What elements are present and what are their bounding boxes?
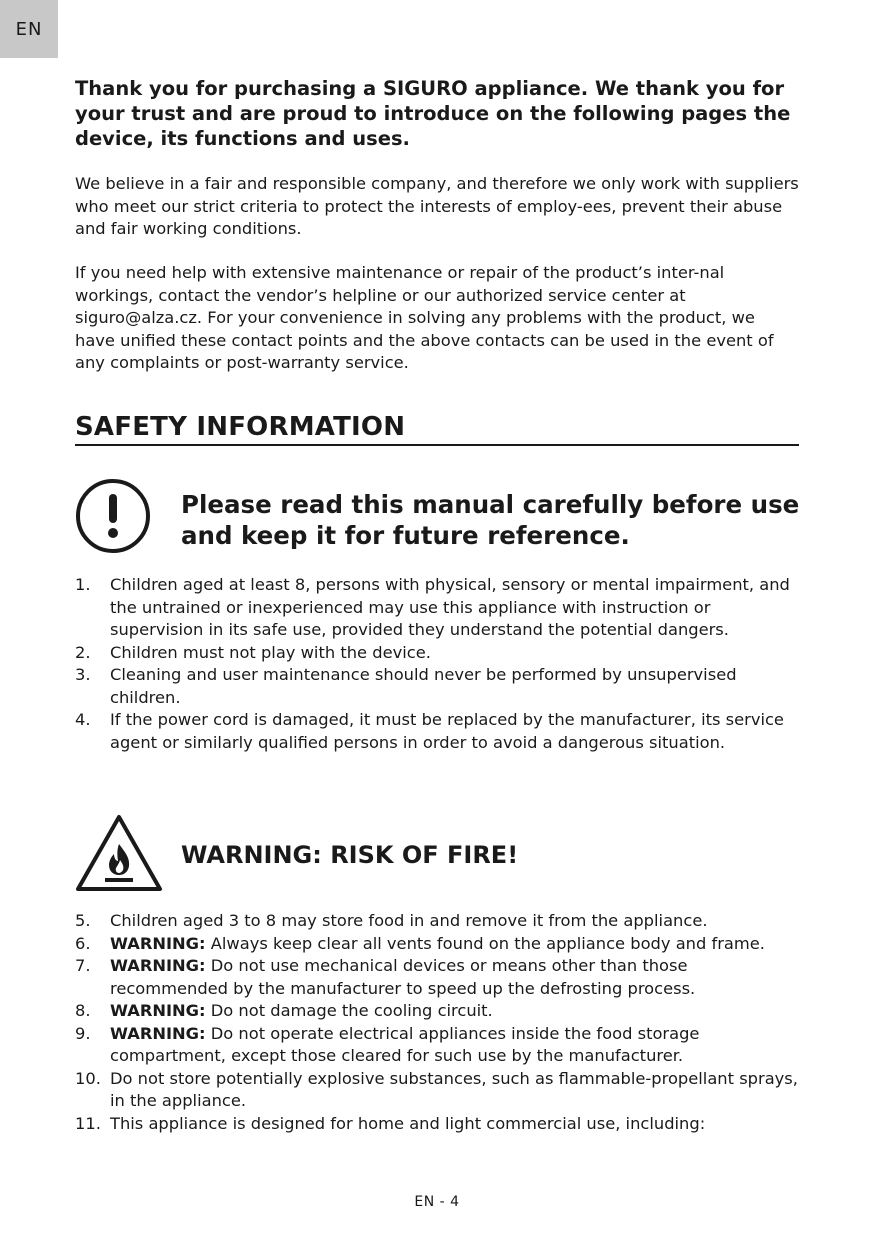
list-item (75, 1023, 799, 1068)
list-item-text: Do not use mechanical devices or means other than those recommended by the manufacturer to speed up the defrosting process. (110, 956, 696, 998)
intro-heading: Thank you for purchasing a SIGURO appliance. We thank you for your trust and are proud to introduce on the following pages the device, its functions and uses. (75, 77, 791, 150)
page-number: EN - 4 (414, 1194, 460, 1210)
list-item-text: Children must not play with the device. (110, 642, 431, 662)
list-item (75, 709, 799, 754)
list-item-number: 3. (75, 665, 91, 684)
safety-list-a (75, 574, 799, 754)
list-item-number: 5. (75, 911, 91, 930)
list-item-text-wrap (110, 955, 799, 1000)
list-item-number: 11. (75, 1113, 101, 1133)
list-item-text: Do not store potentially explosive substances, such as flammable-propellant sprays, in the appliance. (110, 1068, 798, 1110)
list-item-label: WARNING: (110, 933, 206, 953)
list-item (75, 664, 799, 709)
list-item-label: WARNING: (110, 1023, 206, 1043)
section-title: SAFETY INFORMATION (75, 412, 799, 446)
list-item-text-wrap (110, 933, 799, 956)
list-item-label: WARNING: (110, 956, 206, 975)
list-item-text-wrap (110, 1068, 799, 1113)
list-item-text-wrap (110, 910, 799, 933)
intro-paragraph-2: If you need help with extensive maintenance or repair of the product’s inter-nal workings, contact the vendor’s helpline or our authorized service center at siguro@alza.cz. For your convenience in solving any problems with the product, we have unified these contact points and the above contacts can be used in the event of any complaints or post-warranty service. (75, 263, 774, 372)
list-item-text: Always keep clear all vents found on the appliance body and frame. (205, 933, 765, 953)
fire-warning-triangle-icon (75, 814, 163, 892)
list-item (75, 910, 799, 933)
list-item-text: If the power cord is damaged, it must be replaced by the manufacturer, its service agent or similarly qualified persons in order to avoid a dangerous situation. (110, 710, 784, 752)
language-tab: EN (0, 0, 58, 58)
list-item-number: 8. (75, 1001, 91, 1020)
exclamation-circle-icon (75, 478, 151, 554)
fire-warning-text: WARNING: RISK OF FIRE! (181, 841, 519, 869)
list-item-text: Do not operate electrical appliances inside the food storage compartment, except those cleared for such use by the manufacturer. (110, 1023, 700, 1065)
list-item-text: This appliance is designed for home and light commercial use, including: (110, 1113, 706, 1133)
list-item-text: Cleaning and user maintenance should never be performed by unsupervised children. (110, 665, 737, 707)
list-item (75, 1113, 799, 1136)
list-item-number: 7. (75, 956, 91, 975)
list-item (75, 1068, 799, 1113)
list-item-text-wrap (110, 1113, 799, 1136)
list-item (75, 955, 799, 1000)
list-item-number: 1. (75, 575, 91, 594)
list-item-number: 4. (75, 710, 91, 729)
list-item (75, 933, 799, 956)
notice-text: Please read this manual carefully before use and keep it for future reference. (181, 490, 800, 550)
list-item-number: 9. (75, 1023, 91, 1043)
list-item (75, 642, 799, 665)
list-item-number: 10. (75, 1068, 101, 1088)
list-item-label: WARNING: (110, 1001, 206, 1020)
intro-paragraph-1: We believe in a fair and responsible company, and therefore we only work with suppliers who meet our strict criteria to protect the interests of employ-ees, prevent their abuse and fair working conditions. (75, 174, 799, 238)
list-item-number: 2. (75, 642, 91, 662)
list-item (75, 574, 799, 642)
list-item-text-wrap (110, 1023, 799, 1068)
list-item-number: 6. (75, 933, 91, 953)
list-item-text-wrap (110, 1000, 799, 1023)
safety-list-b (75, 910, 799, 1135)
list-item-text: Children aged at least 8, persons with physical, sensory or mental impairment, and the untrained or inexperienced may use this appliance with instruction or supervision in its safe use, provided they understand the potential dangers. (110, 575, 790, 639)
list-item (75, 1000, 799, 1023)
list-item-text: Children aged 3 to 8 may store food in and remove it from the appliance. (110, 911, 708, 930)
list-item-text: Do not damage the cooling circuit. (205, 1001, 493, 1020)
